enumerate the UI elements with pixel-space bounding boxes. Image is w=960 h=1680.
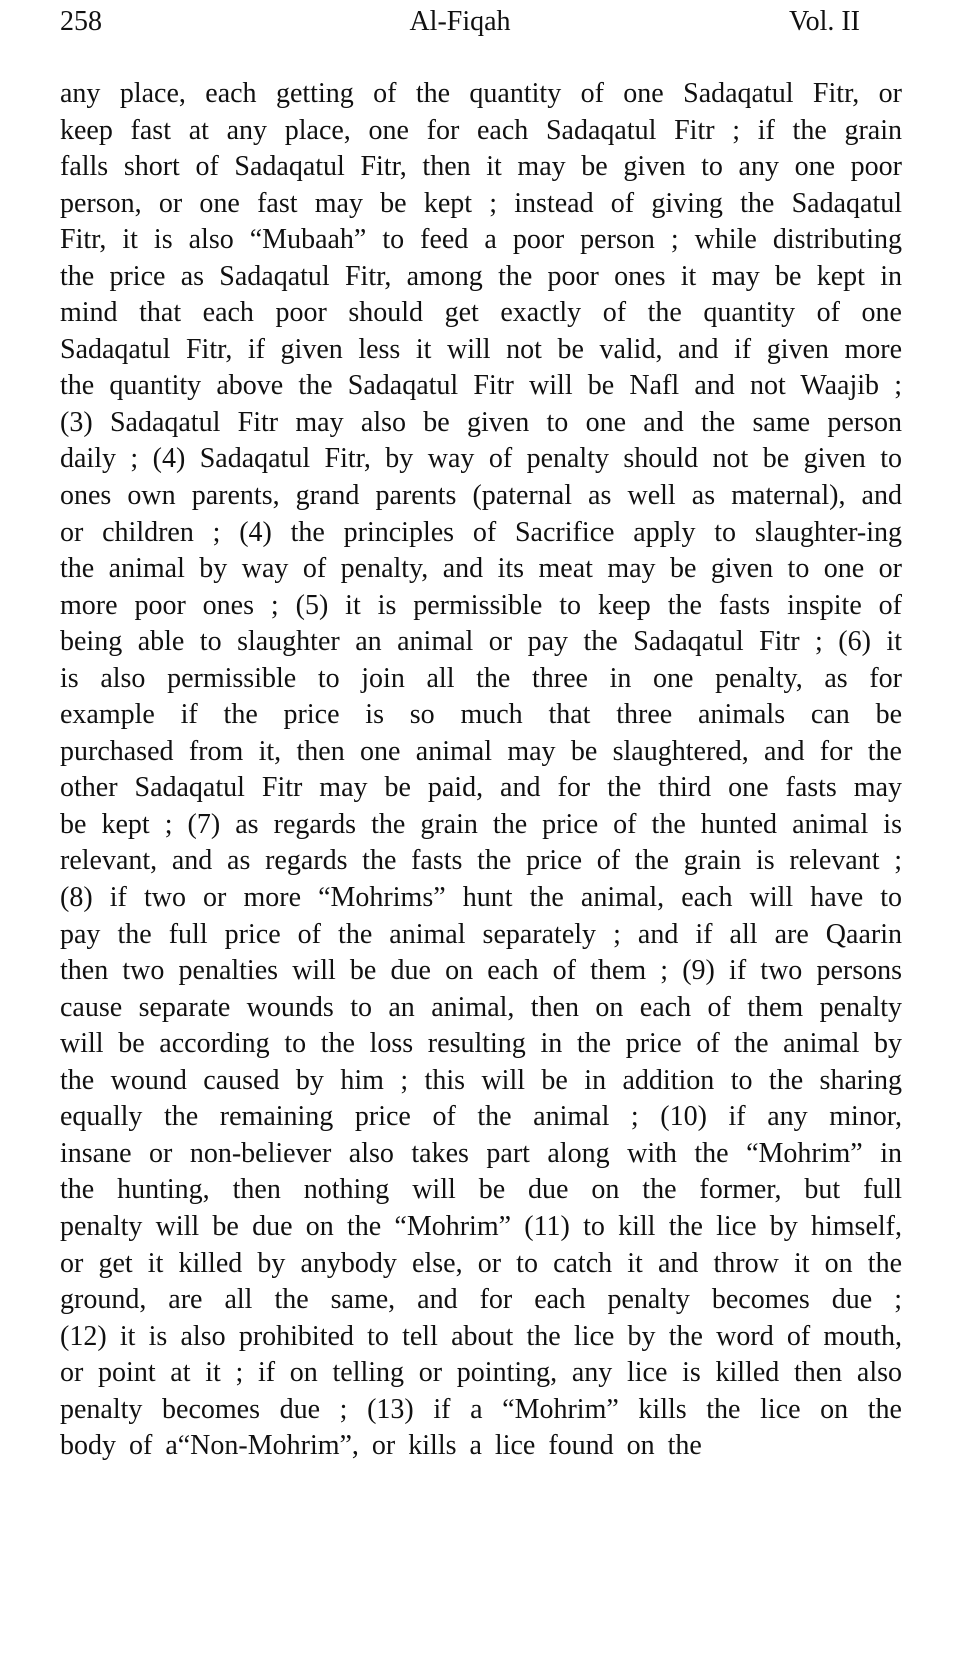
text-line: other Sadaqatul Fitr may be paid, and for the third one fasts may [60,772,902,804]
text-line: relevant, and as regards the fasts the price of the grain is relevant ; [60,845,902,877]
text-line: or get it killed by anybody else, or to catch it and throw it on the [60,1247,902,1279]
text-line: penalty becomes due ; (13) if a “Mohrim” kills the lice on the [60,1393,902,1425]
text-line: Sadaqatul Fitr, if given less it will not be valid, and if given more [60,333,902,365]
body-text [60,76,902,1465]
text-line: Fitr, it is also “Mubaah” to feed a poor person ; while distributing [60,224,902,256]
text-line: falls short of Sadaqatul Fitr, then it may be given to any one poor [60,151,902,183]
running-head [60,2,860,42]
text-line: the hunting, then nothing will be due on the former, but full [60,1174,902,1206]
text-line: more poor ones ; (5) it is permissible to keep the fasts inspite of [60,589,902,621]
text-line: ground, are all the same, and for each penalty becomes due ; [60,1284,902,1316]
volume-label: Vol. II [788,6,860,37]
text-line: mind that each poor should get exactly of the quantity of one [60,297,902,329]
text-line: the price as Sadaqatul Fitr, among the poor ones it may be kept in [60,260,902,292]
text-line: is also permissible to join all the three in one penalty, as for [60,662,902,694]
text-line: example if the price is so much that three animals can be [60,699,902,731]
text-line: purchased from it, then one animal may be slaughtered, and for the [60,735,902,767]
text-line: any place, each getting of the quantity of one Sadaqatul Fitr, or [60,78,902,109]
text-line: penalty will be due on the “Mohrim” (11) to kill the lice by himself, [60,1210,902,1242]
text-line: (8) if two or more “Mohrims” hunt the animal, each will have to [60,882,902,914]
book-title: Al-Fiqah [409,6,511,37]
text-line: keep fast at any place, one for each Sadaqatul Fitr ; if the grain [60,114,902,146]
text-line: insane or non-believer also takes part along with the “Mohrim” in [60,1137,902,1169]
text-line: person, or one fast may be kept ; instead of giving the Sadaqatul [60,187,902,219]
text-line: be kept ; (7) as regards the grain the price of the hunted animal is [60,808,902,840]
text-line: being able to slaughter an animal or pay the Sadaqatul Fitr ; (6) it [60,626,902,658]
text-line-last: body of a“Non-Mohrim”, or kills a lice found on the [60,1430,702,1462]
page-number: 258 [60,6,102,37]
text-line: ones own parents, grand parents (paternal as well as maternal), and [60,480,902,512]
text-line: (12) it is also prohibited to tell about the lice by the word of mouth, [60,1320,902,1352]
text-line: or children ; (4) the principles of Sacrifice apply to slaughter-ing [60,516,902,548]
text-line: (3) Sadaqatul Fitr may also be given to one and the same person [60,406,902,438]
text-line: the quantity above the Sadaqatul Fitr will be Nafl and not Waajib ; [60,370,902,402]
text-line: the wound caused by him ; this will be in addition to the sharing [60,1064,902,1096]
text-line: equally the remaining price of the animal ; (10) if any minor, [60,1101,902,1133]
text-line: cause separate wounds to an animal, then on each of them penalty [60,991,902,1023]
text-line: pay the full price of the animal separately ; and if all are Qaarin [60,918,902,950]
text-line: or point at it ; if on telling or pointing, any lice is killed then also [60,1357,902,1389]
text-line: the animal by way of penalty, and its meat may be given to one or [60,553,902,585]
text-line: then two penalties will be due on each of them ; (9) if two persons [60,955,902,987]
text-line: will be according to the loss resulting in the price of the animal by [60,1028,902,1060]
text-line: daily ; (4) Sadaqatul Fitr, by way of penalty should not be given to [60,443,902,475]
